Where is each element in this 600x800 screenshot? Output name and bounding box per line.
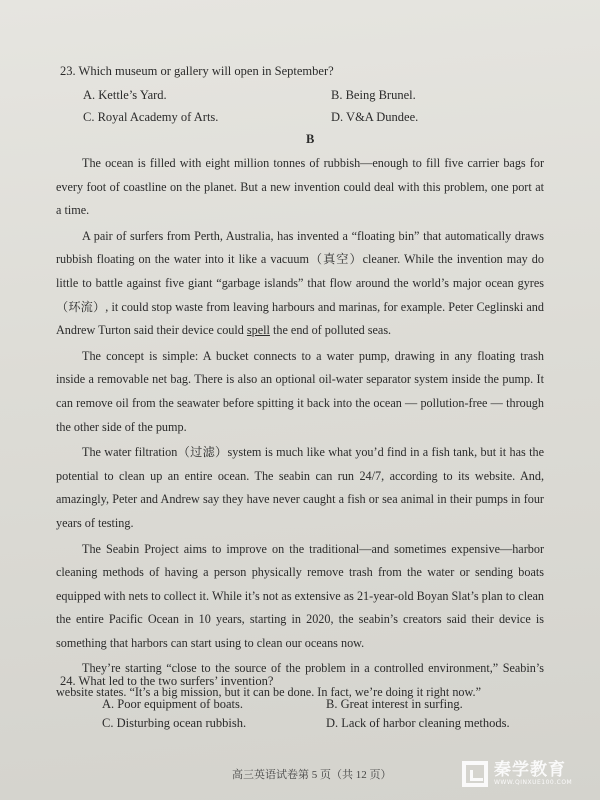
passage-paragraph-5: The Seabin Project aims to improve on the traditional—and sometimes expensive—harbor cleaning methods of having a person physically remove trash from the water or sending boats equipped with nets to collect it. While it’s not as extensive as 21-year-old Boyan Slat’s plan to clean the entire Pacific Ocean in 10 years, starting in 2020, the seabin’s creators said their device is something that harbors can start using to clean our oceans now. — [56, 541, 544, 650]
q23-option-a: A. Kettle’s Yard. — [83, 88, 167, 102]
page-footer: 高三英语试卷第 5 页（共 12 页） — [232, 769, 392, 781]
logo-icon — [462, 761, 488, 787]
q24-option-d: D. Lack of harbor cleaning methods. — [326, 716, 510, 730]
passage-paragraph-3: The concept is simple: A bucket connects to a water pump, drawing in any floating trash inside a removable net bag. There is also an optional oil-water separator system inside the pump. It can remove oil from the seawater before spitting it back into the ocean — pollution-free — through the other side of the pump. — [56, 348, 544, 434]
q23-option-b: B. Being Brunel. — [331, 88, 416, 102]
q24-option-b: B. Great interest in surfing. — [326, 697, 463, 711]
p2-text-after: the end of polluted seas. — [269, 323, 392, 338]
p2-text-before: A pair of surfers from Perth, Australia, has invented a “floating bin” that automatically draws rubbish floating on the water into it like a vacuum（真空）cleaner. While the invention may do little to battle against five giant “garbage islands” that flow around the world’s major ocean gyres（环流）, it could stop waste from leaving harbours and marinas, for example. Peter Ceglinski and Andrew Turton said their device could — [56, 228, 544, 338]
q24-option-a: A. Poor equipment of boats. — [102, 697, 243, 711]
passage-paragraph-4: The water filtration（过滤）system is much like what you’d find in a fish tank, but it has the potential to clean up an entire ocean. The seabin can run 24/7, according to its website. And, amazingly, Peter and Andrew say they have never caught a fish or sea animal in their pumps in four years of testing. — [56, 445, 544, 530]
q23-option-d: D. V&A Dundee. — [331, 110, 419, 124]
passage-paragraph-6: They’re starting “close to the source of the problem in a controlled environment,” Seabin’s website states. “It’s a big mission, but it can be done. In fact, we’re doing it right now.” — [56, 661, 544, 700]
q23-option-c: C. Royal Academy of Arts. — [83, 110, 219, 124]
underlined-word-spell: spell — [246, 323, 270, 338]
watermark-name: 秦学教育 — [494, 760, 566, 780]
q24-option-c: C. Disturbing ocean rubbish. — [102, 716, 247, 730]
reading-passage — [56, 152, 544, 707]
passage-paragraph-2 — [56, 225, 544, 343]
section-label: B — [306, 132, 315, 146]
passage-paragraph-1: The ocean is filled with eight million tonnes of rubbish—enough to fill five carrier bags for every foot of coastline on the planet. But a new invention could deal with this problem, one port at a time. — [56, 156, 544, 218]
question-23-stem: 23. Which museum or gallery will open in September? — [60, 64, 334, 78]
watermark-logo — [462, 757, 588, 791]
question-24-stem: 24. What led to the two surfers’ invention? — [60, 674, 274, 688]
watermark-site: WWW.QINXUE100.COM — [494, 779, 573, 786]
